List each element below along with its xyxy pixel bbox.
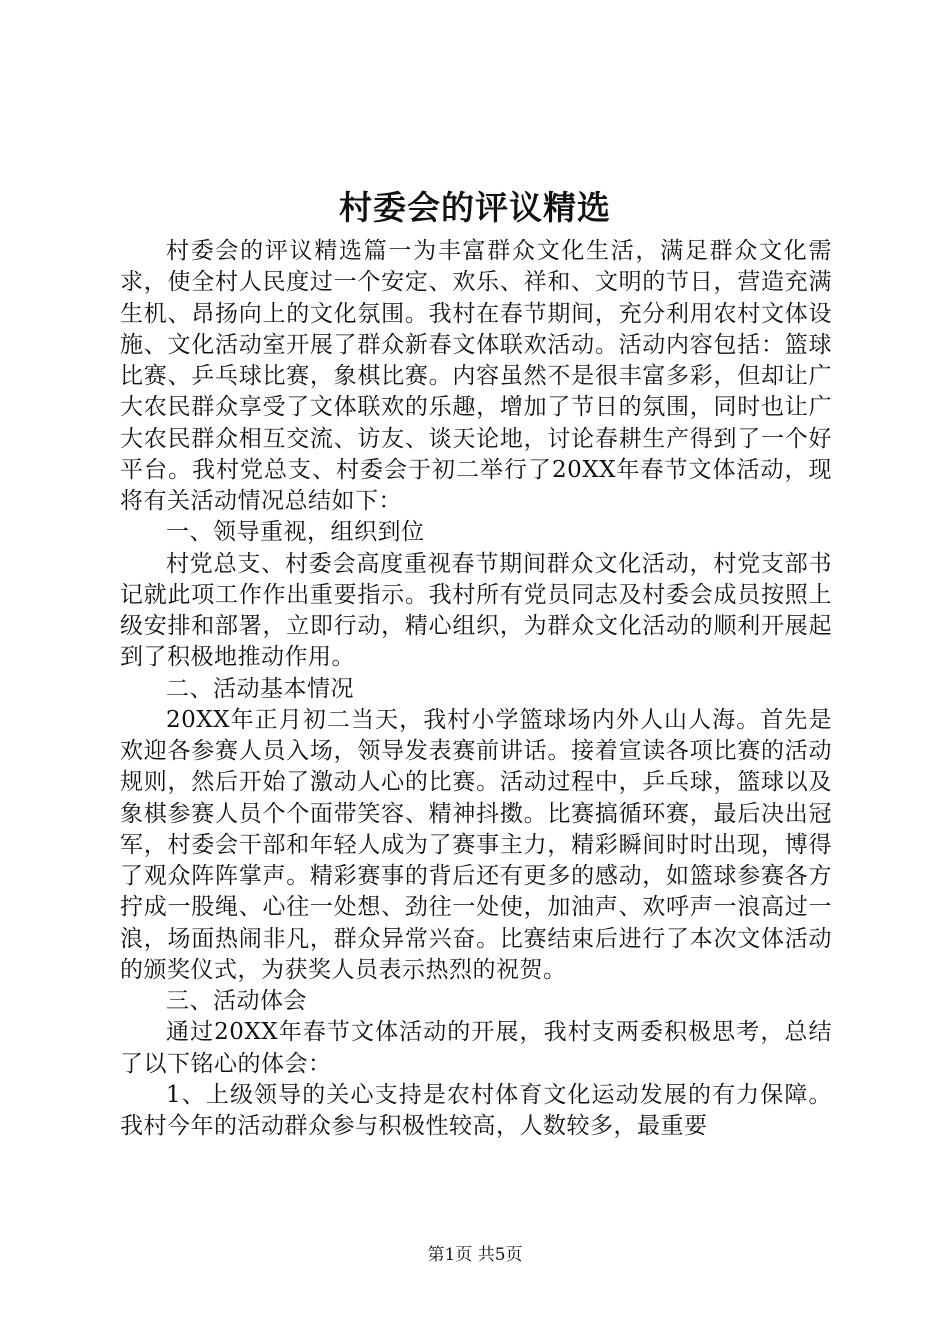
section-2-paragraph: 20XX年正月初二当天，我村小学篮球场内外人山人海。首先是欢迎各参赛人员入场，领导发表赛前讲话。接着宣读各项比赛的活动规则，然后开始了激动人心的比赛。活动过程中，乒乓球，篮球以及象棋参赛人员个个面带笑容、精神抖擞。比赛搞循环赛，最后决出冠军，村委会干部和年轻人成为了赛事主力，精彩瞬间时时出现，博得了观众阵阵掌声。精彩赛事的背后还有更多的感动，如篮球参赛各方拧成一股绳、心往一处想、劲往一处使，加油声、欢呼声一浪高过一浪，场面热闹非凡，群众异常兴奋。比赛结束后进行了本次文体活动的颁奖仪式，为获奖人员表示热烈的祝贺。 <box>120 706 832 983</box>
section-heading-3: 三、活动体会 <box>166 988 307 1014</box>
section-3-item-1: 1、上级领导的关心支持是农村体育文化运动发展的有力保障。我村今年的活动群众参与积极性较高，人数较多，最重要 <box>120 1081 832 1139</box>
document-body <box>120 236 832 1142</box>
section-heading-1: 一、领导重视，组织到位 <box>166 519 425 546</box>
section-heading-2: 二、活动基本情况 <box>166 675 354 702</box>
document-title: 村委会的评议精选 <box>339 188 611 227</box>
intro-paragraph: 村委会的评议精选篇一为丰富群众文化生活，满足群众文化需求，使全村人民度过一个安定、欢乐、祥和、文明的节日，营造充满生机、昂扬向上的文化氛围。我村在春节期间，充分利用农村文体设施、文化活动室开展了群众新春文体联欢活动。活动内容包括：篮球比赛、乒乓球比赛，象棋比赛。内容虽然不是很丰富多彩，但却让广大农民群众享受了文体联欢的乐趣，增加了节日的氛围，同时也让广大农民群众相互交流、访友、谈天论地，讨论春耕生产得到了一个好平台。我村党总支、村委会于初二举行了20XX年春节文体活动，现将有关活动情况总结如下： <box>120 238 832 514</box>
section-3-paragraph: 通过20XX年春节文体活动的开展，我村支两委积极思考，总结了以下铭心的体会： <box>120 1019 832 1077</box>
section-1-paragraph: 村党总支、村委会高度重视春节期间群众文化活动，村党支部书记就此项工作作出重要指示。我村所有党员同志及村委会成员按照上级安排和部署，立即行动，精心组织，为群众文化活动的顺利开展起到了积极地推动作用。 <box>120 550 832 671</box>
page-number-footer: 第1页 共5页 <box>427 1245 523 1265</box>
